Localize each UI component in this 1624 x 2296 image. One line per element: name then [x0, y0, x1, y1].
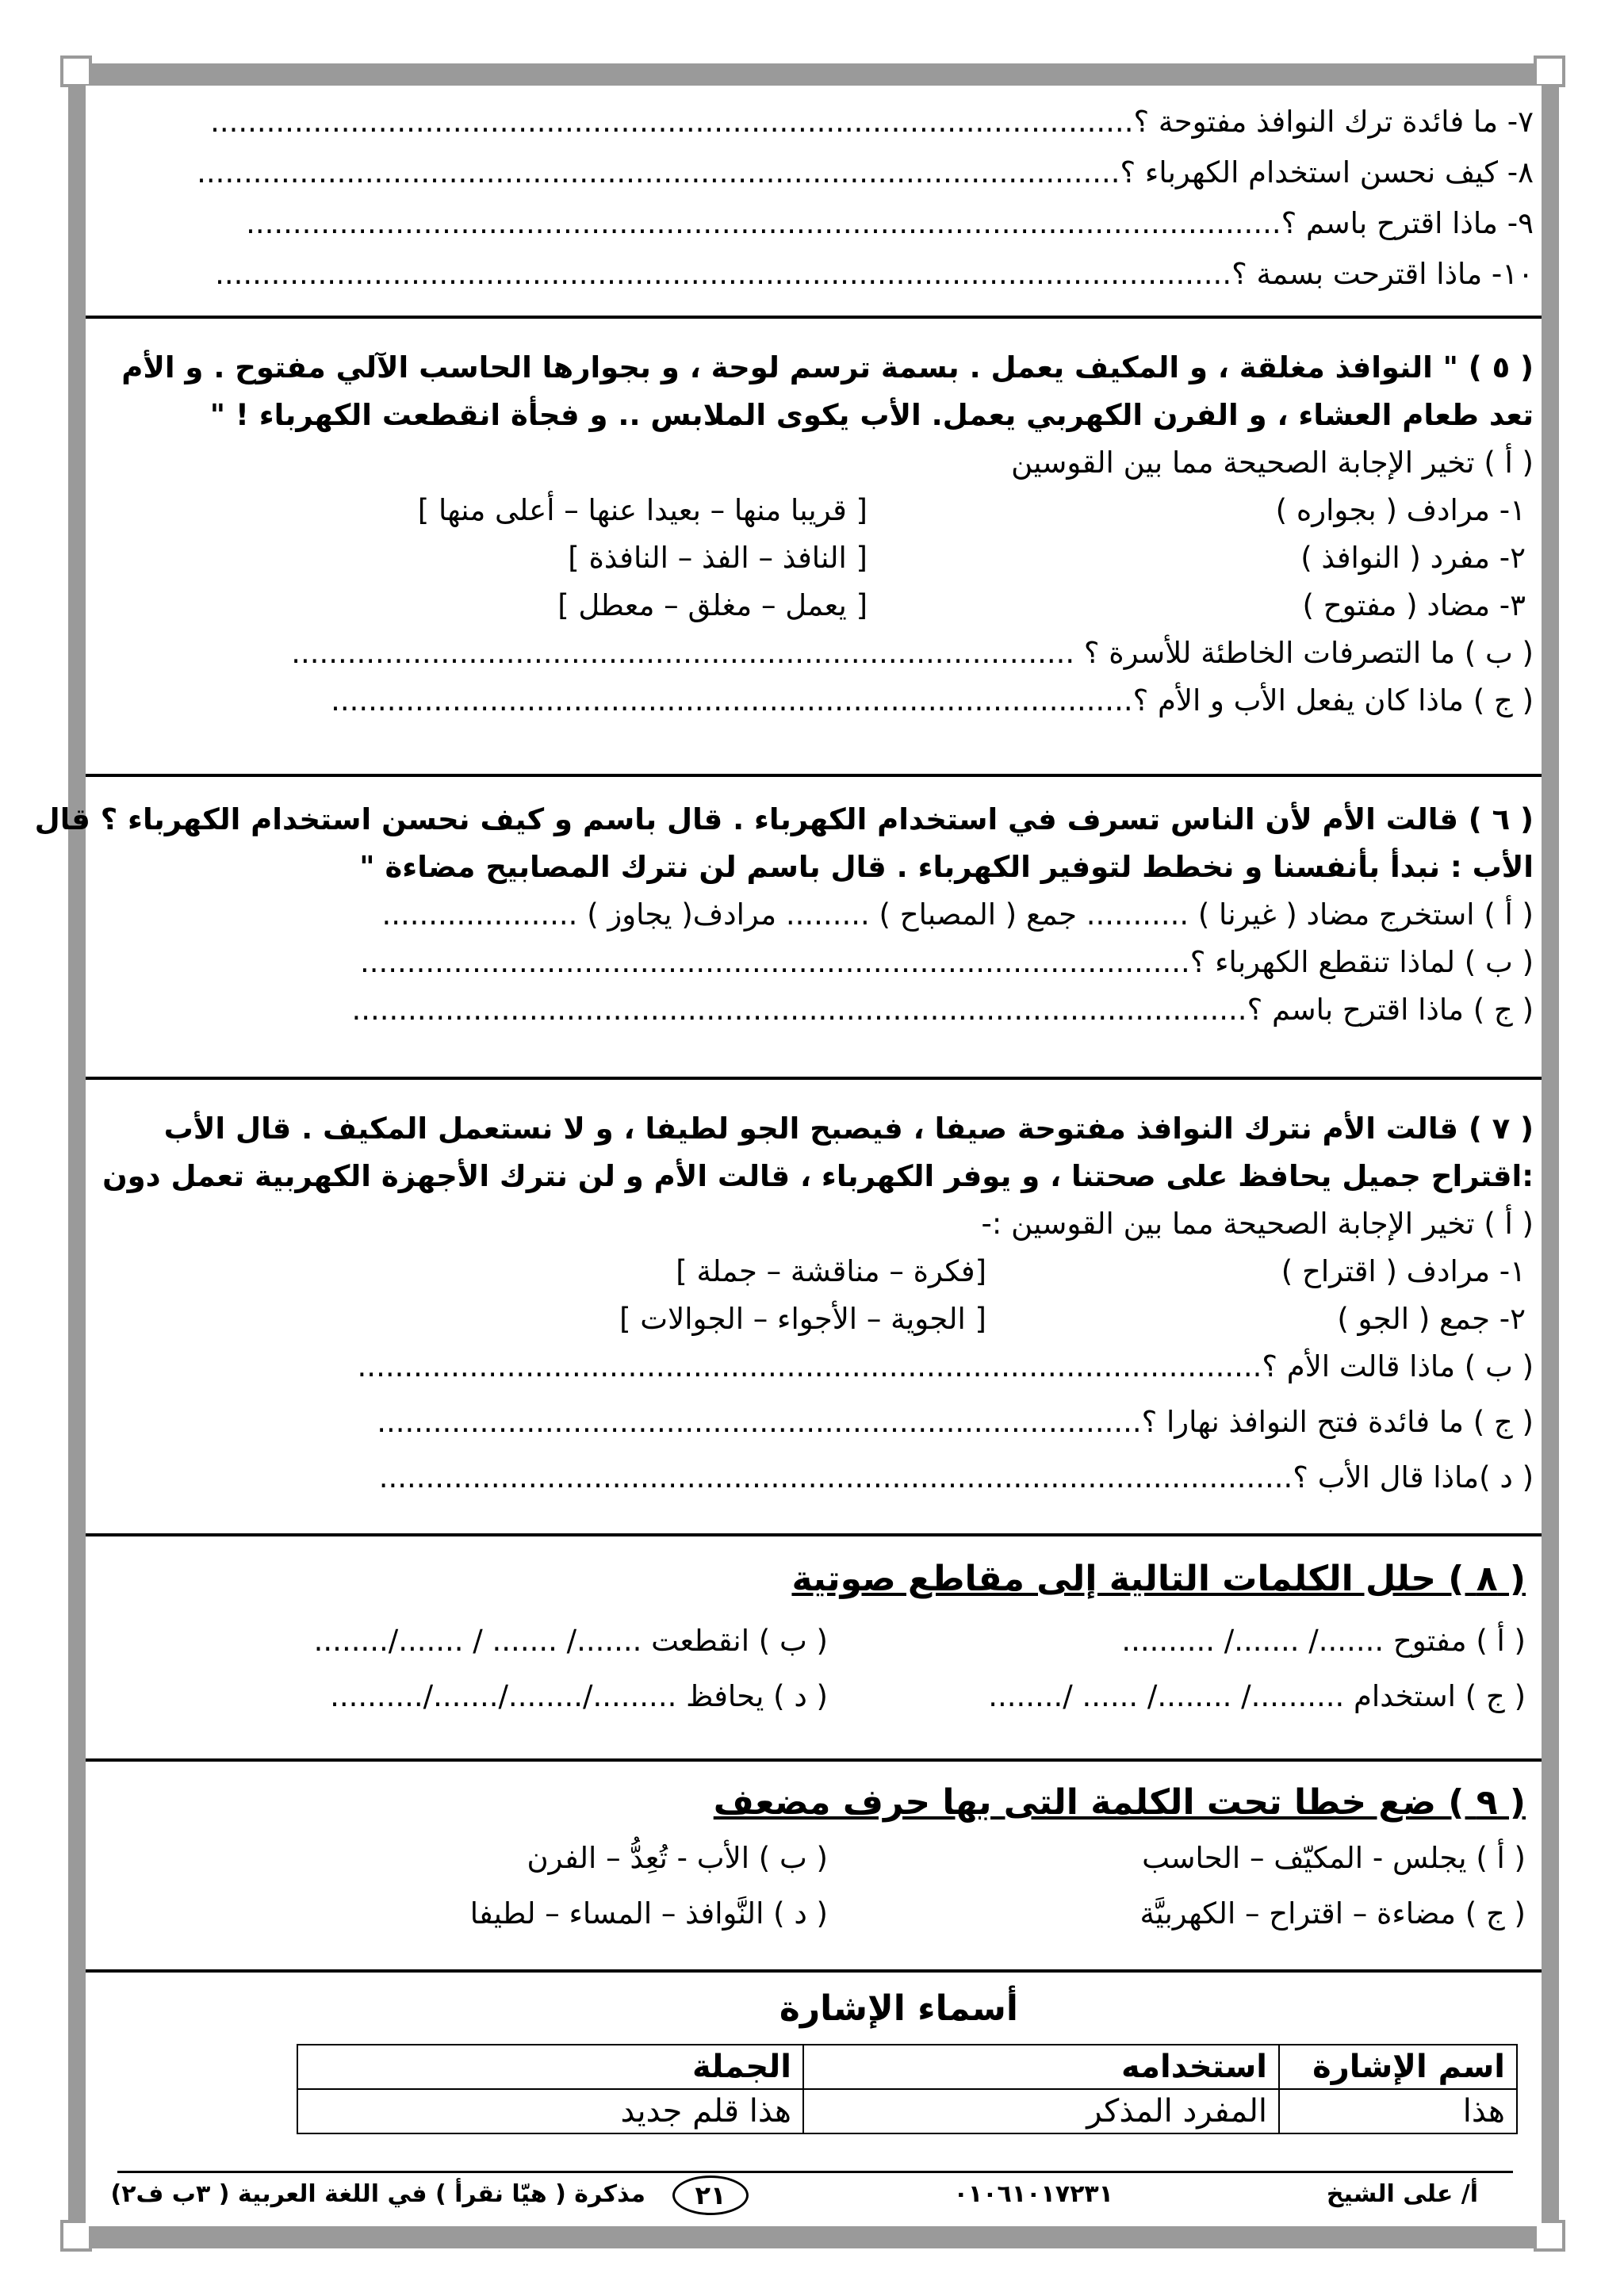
- s5-question-b: ( ب ) ما التصرفات الخاطئة للأسرة ؟ ....................................................................................: [291, 636, 1534, 670]
- s8-item-a: ( أ ) مفتوح ......./ ......./ ..........: [1121, 1624, 1526, 1658]
- s8-heading: ( ٨ ) حلل الكلمات التالية إلى مقاطع صوتية: [791, 1559, 1526, 1599]
- question-7: ٧- ما فائدة ترك النوافذ مفتوحة ؟...................................................................................................: [210, 105, 1534, 139]
- footer-phone: ٠١٠٦١٠١٧٢٣١: [953, 2180, 1113, 2208]
- table-cell: المفرد المذكر: [803, 2089, 1279, 2133]
- s6-passage-line-1: ( ٦ ) قالت الأم لأن الناس تسرف في استخدام الكهرباء . قال باسم و كيف نحسن استخدام الكهرباء ؟ قال: [34, 802, 1534, 836]
- frame-bottom-bar: [86, 2226, 1537, 2248]
- frame-corner-top-right: [1534, 55, 1565, 87]
- section-divider: [86, 1077, 1542, 1080]
- frame-top-bar: [86, 63, 1537, 86]
- s8-item-c: ( ج ) استخدام ........../ ......../ ...... /........: [988, 1679, 1526, 1713]
- s9-heading: ( ٩ ) ضع خطا تحت الكلمة التى بها حرف مضعف: [713, 1782, 1526, 1823]
- s5-question-c: ( ج ) ماذا كان يفعل الأب و الأم ؟......................................................................................: [331, 683, 1534, 718]
- s7-item-2-options: [ الجوية – الأجواء – الجوالات ]: [619, 1302, 986, 1336]
- s6-question-c: ( ج ) ماذا اقترح باسم ؟................................................................................................: [351, 993, 1534, 1027]
- demonstratives-title: أسماء الإشارة: [779, 1988, 1018, 2029]
- worksheet-page: [34, 86, 1542, 2226]
- s7-question-c: ( ج ) ما فائدة فتح النوافذ نهارا ؟..................................................................................: [377, 1405, 1534, 1439]
- question-9: ٩- ماذا اقترح باسم ؟...............................................................................................................: [246, 206, 1534, 240]
- s5-item-3-options: [ يعمل – مغلق – معطل ]: [557, 588, 868, 622]
- s5-item-3: ٣- مضاد ( مفتوح ): [1302, 588, 1526, 622]
- section-divider: [86, 1533, 1542, 1536]
- table-header-row: [297, 2045, 1517, 2089]
- s6-question-a: ( أ ) استخرج مضاد ( غيرنا ) ........... جمع ( المصباح ) ......... مرادف( يجاوز ) .....................: [381, 897, 1534, 932]
- s6-question-b: ( ب ) لماذا تنقطع الكهرباء ؟.........................................................................................: [360, 945, 1534, 979]
- footer-author: أ/ على الشيخ: [1326, 2180, 1478, 2208]
- question-10: ١٠- ماذا اقترحت بسمة ؟.............................................................................................................: [215, 257, 1534, 291]
- s5-item-2-options: [ النافذ – الفذ – النافذة ]: [568, 541, 868, 575]
- s5-passage-line-1: ( ٥ ) " النوافذ مغلقة ، و المكيف يعمل . بسمة ترسم لوحة ، و بجوارها الحاسب الآلي مفتوح . و الأم: [121, 350, 1534, 385]
- frame-corner-top-left: [60, 55, 92, 87]
- table-cell: هذا قلم جديد: [297, 2089, 803, 2133]
- s6-passage-line-2: الأب : نبدأ بأنفسنا و نخطط لتوفير الكهرباء . قال باسم لن نترك المصابيح مضاءة ": [359, 850, 1534, 884]
- table-cell: هذا: [1279, 2089, 1517, 2133]
- frame-right-bar: [1542, 63, 1559, 2248]
- s5-item-1-options: [ قريبا منها – بعيدا عنها – أعلى منها ]: [417, 493, 868, 527]
- demonstratives-table: [297, 2044, 1518, 2134]
- table-header-cell: الجملة: [297, 2045, 803, 2089]
- section-divider: [86, 1969, 1542, 1973]
- s5-item-2: ٢- مفرد ( النوافذ ): [1300, 541, 1526, 575]
- section-divider: [86, 316, 1542, 319]
- s7-passage-line-1: ( ٧ ) قالت الأم نترك النوافذ مفتوحة صيفا ، فيصبح الجو لطيفا ، و لا نستعمل المكيف . قال الأب: [163, 1112, 1534, 1146]
- table-header-cell: اسم الإشارة: [1279, 2045, 1517, 2089]
- footer-rule: [117, 2171, 1513, 2173]
- s7-item-1: ١- مرادف ( اقتراح ): [1281, 1254, 1526, 1288]
- s7-item-2: ٢- جمع ( الجو ): [1337, 1302, 1526, 1336]
- s9-item-d: ( د ) النَّوافذ – المساء – لطيفا: [469, 1896, 828, 1931]
- section-divider: [86, 774, 1542, 777]
- frame-left-bar: [68, 63, 86, 2248]
- s9-item-a: ( أ ) يجلس - المكيّف – الحاسب: [1142, 1841, 1526, 1875]
- section-divider: [86, 1758, 1542, 1762]
- page-number: ٢١: [672, 2175, 749, 2215]
- s9-item-b: ( ب ) الأب - تُعِدُّ – الفرن: [527, 1841, 828, 1875]
- s7-question-d: ( د )ماذا قال الأب ؟..................................................................................................: [378, 1460, 1534, 1494]
- question-8: ٨- كيف نحسن استخدام الكهرباء ؟...................................................................................................: [197, 155, 1534, 189]
- table-header-cell: استخدامه: [803, 2045, 1279, 2089]
- s7-question-b: ( ب ) ماذا قالت الأم ؟.................................................................................................: [357, 1349, 1534, 1383]
- s5-instruction: ( أ ) تخير الإجابة الصحيحة مما بين القوسين: [1011, 446, 1534, 480]
- table-row: [297, 2089, 1517, 2133]
- s8-item-b: ( ب ) انقطعت ......./ ....... / ......./........: [313, 1624, 828, 1658]
- s5-passage-line-2: تعد طعام العشاء ، و الفرن الكهربي يعمل. الأب يكوى الملابس .. و فجأة انقطعت الكهرباء ! ": [209, 398, 1534, 432]
- s7-passage-line-2: :اقتراح جميل يحافظ على صحتنا ، و يوفر الكهرباء ، قالت الأم و لن نترك الأجهزة الكهربية تعمل دون: [102, 1159, 1534, 1193]
- s5-item-1: ١- مرادف ( بجواره ): [1275, 493, 1526, 527]
- s9-item-c: ( ج ) مضاءة – اقتراح – الكهربيَّة: [1139, 1896, 1526, 1931]
- s7-item-1-options: [فكرة – مناقشة – جملة ]: [676, 1254, 986, 1288]
- footer-title: مذكرة ( هيّا نقرأ ) في اللغة العربية ( ٣ب ف٢): [110, 2180, 645, 2208]
- s7-instruction: ( أ ) تخير الإجابة الصحيحة مما بين القوسين :-: [981, 1207, 1534, 1241]
- s8-item-d: ( د ) يحافظ ........./......../......./..........: [330, 1679, 828, 1713]
